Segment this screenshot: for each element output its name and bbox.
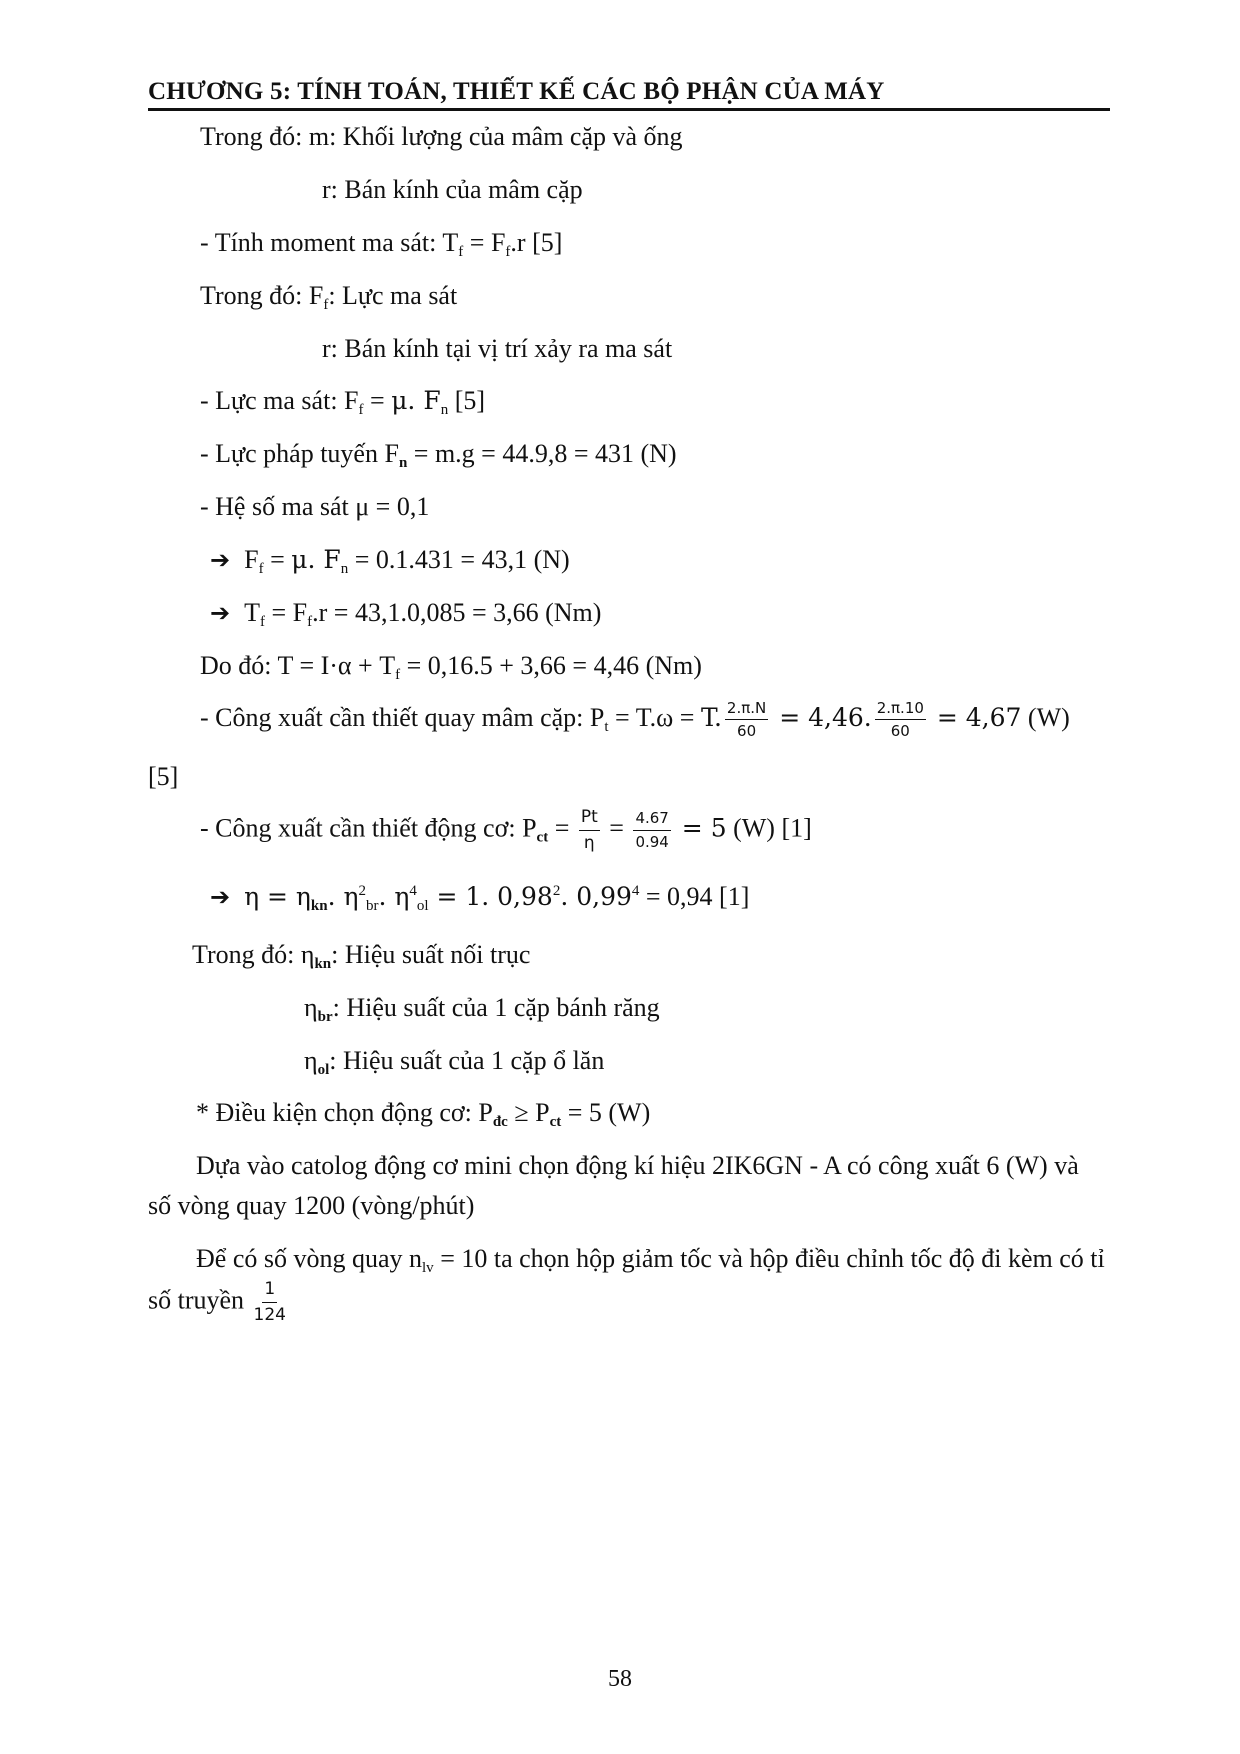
text-line-2: r: Bán kính của mâm cặp bbox=[322, 175, 583, 204]
arrow-icon: ➔ bbox=[210, 599, 231, 627]
subscript: ct bbox=[536, 829, 549, 846]
subscript: ct bbox=[549, 1114, 562, 1130]
fraction bbox=[633, 810, 670, 851]
text-segment: Trong đó: η bbox=[192, 940, 315, 969]
subscript: f bbox=[323, 297, 329, 313]
subscript: kn bbox=[310, 898, 328, 914]
text-line-1: Trong đó: m: Khối lượng của mâm cặp và ống bbox=[200, 122, 683, 151]
text-segment: : Hiệu suất của 1 cặp ổ lăn bbox=[329, 1046, 605, 1075]
fraction-numerator: 1 bbox=[262, 1280, 277, 1303]
page-number: 58 bbox=[608, 1666, 632, 1692]
math-segment: . 0,99 bbox=[560, 882, 632, 911]
text-line-22 bbox=[196, 1246, 1105, 1276]
text-segment: Để có số vòng quay n bbox=[196, 1244, 423, 1273]
subscript: f bbox=[395, 667, 401, 683]
text-segment: .r [5] bbox=[510, 228, 563, 257]
text-line-17 bbox=[304, 995, 660, 1025]
subscript: f bbox=[260, 614, 265, 630]
text-segment: (W) bbox=[1021, 703, 1070, 733]
text-line-3 bbox=[200, 230, 562, 260]
text-line-15 bbox=[210, 884, 749, 914]
math-segment: μ. F bbox=[391, 386, 441, 415]
text-segment: ≥ P bbox=[507, 1098, 550, 1127]
text-segment: - Công xuất cần thiết quay mâm cặp: P bbox=[200, 703, 605, 733]
subscript: ol bbox=[317, 1062, 330, 1078]
text-line-9 bbox=[210, 547, 570, 577]
text-segment: = F bbox=[265, 598, 308, 627]
arrow-icon: ➔ bbox=[210, 546, 231, 574]
math-segment: = 1. 0,98 bbox=[428, 882, 553, 911]
text-segment: Do đó: T = I·α + T bbox=[200, 651, 396, 680]
math-segment: μ. F bbox=[291, 545, 341, 574]
superscript: 4 bbox=[631, 883, 640, 899]
text-segment: [5] bbox=[448, 386, 486, 415]
text-segment: = 0.1.431 = 43,1 (N) bbox=[348, 545, 570, 574]
text-line-18 bbox=[304, 1048, 604, 1078]
text-segment: = 0,94 [1] bbox=[639, 882, 750, 911]
fraction-numerator: Pt bbox=[579, 808, 600, 831]
superscript: 2 bbox=[358, 883, 366, 899]
text-line-8: - Hệ số ma sát μ = 0,1 bbox=[200, 492, 430, 521]
text-segment: = bbox=[602, 813, 631, 843]
fraction-numerator: 2.π.N bbox=[725, 700, 768, 720]
math-segment: T. bbox=[700, 703, 722, 733]
math-segment: η = η bbox=[244, 882, 311, 911]
text-line-20: Dựa vào catolog động cơ mini chọn động kí hiệu 2IK6GN - A có công xuất 6 (W) và bbox=[196, 1151, 1079, 1180]
text-line-21: số vòng quay 1200 (vòng/phút) bbox=[148, 1191, 475, 1220]
text-segment: - Tính moment ma sát: T bbox=[200, 228, 459, 257]
text-line-5: r: Bán kính tại vị trí xảy ra ma sát bbox=[322, 334, 673, 363]
text-segment: = bbox=[263, 545, 292, 574]
subscript: n bbox=[440, 402, 449, 418]
subscript: đc bbox=[492, 1114, 508, 1130]
subscript: n bbox=[340, 561, 349, 577]
text-segment: = T.ω = bbox=[608, 703, 701, 733]
fraction bbox=[254, 1280, 286, 1325]
subscript: br bbox=[317, 1009, 333, 1025]
text-segment: Trong đó: F bbox=[200, 281, 324, 310]
fraction-denominator: η bbox=[583, 832, 595, 853]
fraction-numerator: 4.67 bbox=[633, 810, 670, 830]
subscript: br bbox=[365, 898, 379, 914]
fraction bbox=[875, 700, 926, 741]
text-line-13: [5] bbox=[148, 762, 179, 791]
text-line-12 bbox=[200, 700, 1070, 741]
text-line-7 bbox=[200, 441, 677, 471]
subscript: f bbox=[458, 244, 464, 260]
text-line-11 bbox=[200, 653, 702, 683]
subscript: f bbox=[505, 244, 511, 260]
text-segment: = F bbox=[463, 228, 506, 257]
text-segment: : Hiệu suất của 1 cặp bánh răng bbox=[332, 993, 660, 1022]
text-line-16 bbox=[192, 942, 530, 972]
math-segment: = 5 bbox=[673, 813, 727, 843]
superscript: 2 bbox=[552, 883, 561, 899]
subscript: t bbox=[604, 719, 609, 736]
chapter-header: CHƯƠNG 5: TÍNH TOÁN, THIẾT KẾ CÁC BỘ PHẬN CỦA MÁY bbox=[148, 78, 1110, 111]
subscript: f bbox=[307, 614, 313, 630]
text-segment: - Công xuất cần thiết động cơ: P bbox=[200, 813, 537, 843]
text-line-4 bbox=[200, 283, 457, 313]
superscript: 4 bbox=[409, 883, 417, 899]
text-segment: * Điều kiện chọn động cơ: P bbox=[196, 1098, 493, 1127]
text-segment: : Lực ma sát bbox=[328, 281, 458, 310]
text-segment: - Lực ma sát: F bbox=[200, 386, 359, 415]
subscript: f bbox=[258, 561, 264, 577]
fraction-numerator: 2.π.10 bbox=[875, 700, 926, 720]
fraction bbox=[725, 700, 768, 741]
text-line-10 bbox=[210, 600, 601, 630]
text-segment: F bbox=[244, 545, 259, 574]
text-segment: = bbox=[363, 386, 392, 415]
fraction-denominator: 60 bbox=[890, 722, 910, 741]
text-segment: η bbox=[304, 993, 318, 1022]
subscript: f bbox=[358, 402, 364, 418]
subscript: n bbox=[398, 455, 408, 471]
subscript: ol bbox=[416, 898, 429, 914]
math-segment: . η bbox=[327, 882, 359, 911]
subscript: kn bbox=[314, 956, 332, 972]
text-segment: .r = 43,1.0,085 = 3,66 (Nm) bbox=[312, 598, 602, 627]
text-segment: T bbox=[244, 598, 260, 627]
text-line-14 bbox=[200, 808, 812, 853]
fraction bbox=[579, 808, 600, 853]
text-line-6 bbox=[200, 388, 485, 418]
text-segment: = 5 (W) bbox=[561, 1098, 651, 1127]
text-segment: η bbox=[304, 1046, 318, 1075]
subscript: lv bbox=[422, 1260, 434, 1276]
text-line-23 bbox=[148, 1280, 289, 1325]
text-segment: = 0,16.5 + 3,66 = 4,46 (Nm) bbox=[400, 651, 702, 680]
text-segment: (W) [1] bbox=[726, 813, 812, 843]
text-segment: - Lực pháp tuyến F bbox=[200, 439, 399, 468]
fraction-denominator: 124 bbox=[253, 1304, 286, 1325]
text-segment: số truyền bbox=[148, 1285, 251, 1315]
arrow-icon: ➔ bbox=[210, 883, 231, 911]
fraction-denominator: 0.94 bbox=[635, 832, 669, 851]
math-segment: . η bbox=[378, 882, 410, 911]
text-line-19 bbox=[196, 1100, 650, 1130]
math-segment: = 4,46. bbox=[771, 703, 872, 733]
math-segment: = 4,67 bbox=[928, 703, 1022, 733]
fraction-denominator: 60 bbox=[737, 722, 757, 741]
text-segment: = bbox=[548, 813, 576, 843]
text-segment: : Hiệu suất nối trục bbox=[331, 940, 531, 969]
text-segment: = 10 ta chọn hộp giảm tốc và hộp điều chỉnh tốc độ đi kèm có tỉ bbox=[433, 1244, 1105, 1273]
text-segment: = m.g = 44.9,8 = 431 (N) bbox=[407, 439, 677, 468]
